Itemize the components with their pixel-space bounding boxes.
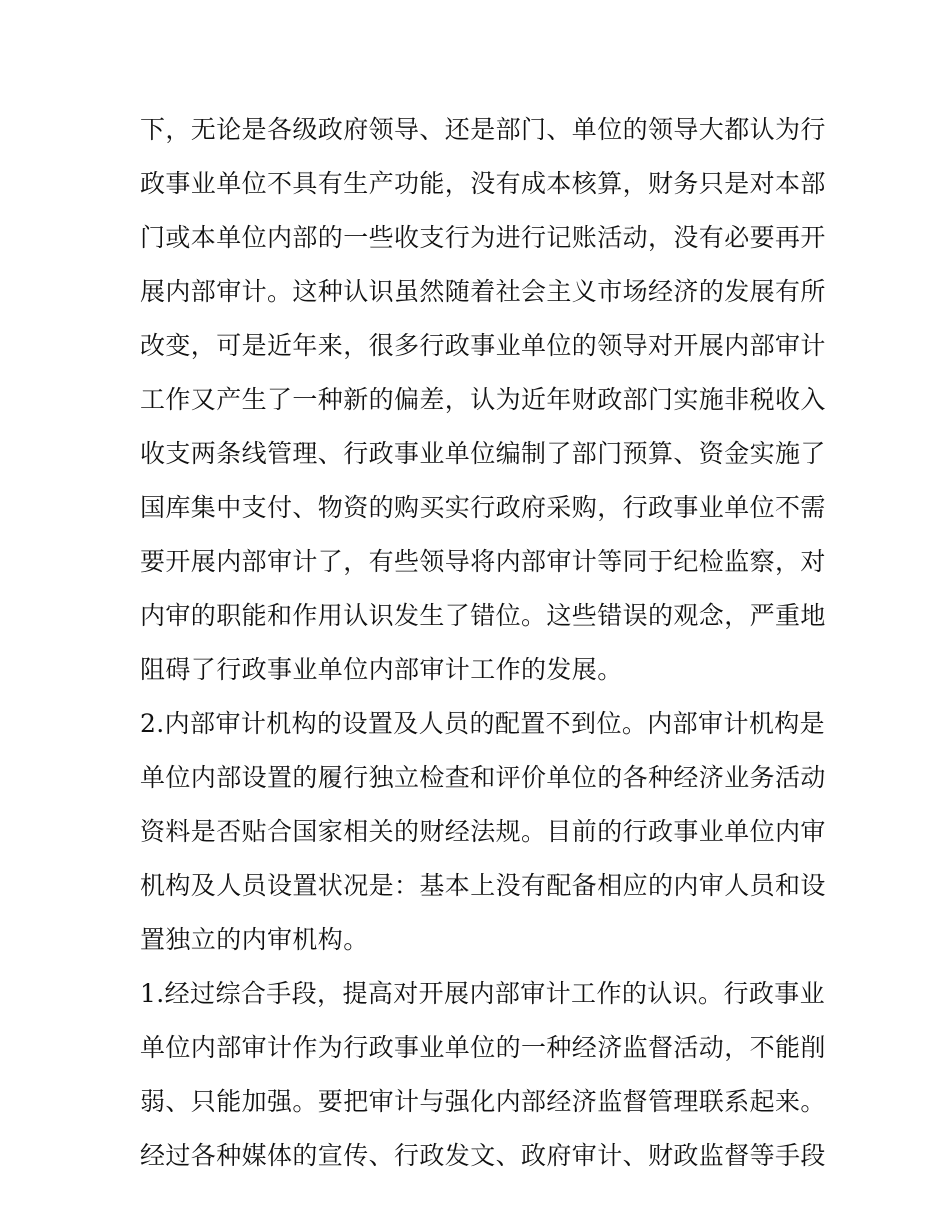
text-line: 资料是否贴合国家相关的财经法规。目前的行政事业单位内审 bbox=[140, 817, 826, 846]
body-text bbox=[140, 103, 840, 1183]
text-line: 阻碍了行政事业单位内部审计工作的发展。 bbox=[140, 655, 623, 684]
text-line: 弱、只能加强。要把审计与强化内部经济监督管理联系起来。 bbox=[140, 1087, 826, 1116]
text-line: 1.经过综合手段，提高对开展内部审计工作的认识。行政事业 bbox=[140, 979, 826, 1008]
text-line: 置独立的内审机构。 bbox=[140, 925, 369, 954]
text-line: 收支两条线管理、行政事业单位编制了部门预算、资金实施了 bbox=[140, 439, 826, 468]
text-line: 下，无论是各级政府领导、还是部门、单位的领导大都认为行 bbox=[140, 115, 826, 144]
text-line: 政事业单位不具有生产功能，没有成本核算，财务只是对本部 bbox=[140, 169, 826, 198]
text-line: 工作又产生了一种新的偏差，认为近年财政部门实施非税收入 bbox=[140, 385, 826, 414]
text-line: 单位内部设置的履行独立检查和评价单位的各种经济业务活动 bbox=[140, 763, 826, 792]
text-line: 单位内部审计作为行政事业单位的一种经济监督活动，不能削 bbox=[140, 1033, 826, 1062]
text-line: 要开展内部审计了，有些领导将内部审计等同于纪检监察，对 bbox=[140, 547, 826, 576]
text-line: 国库集中支付、物资的购买实行政府采购，行政事业单位不需 bbox=[140, 493, 826, 522]
text-line: 内审的职能和作用认识发生了错位。这些错误的观念，严重地 bbox=[140, 601, 826, 630]
text-line: 2.内部审计机构的设置及人员的配置不到位。内部审计机构是 bbox=[140, 709, 826, 738]
text-line: 机构及人员设置状况是：基本上没有配备相应的内审人员和设 bbox=[140, 871, 826, 900]
text-line: 展内部审计。这种认识虽然随着社会主义市场经济的发展有所 bbox=[140, 277, 826, 306]
text-line: 改变，可是近年来，很多行政事业单位的领导对开展内部审计 bbox=[140, 331, 826, 360]
text-line: 门或本单位内部的一些收支行为进行记账活动，没有必要再开 bbox=[140, 223, 826, 252]
text-line: 经过各种媒体的宣传、行政发文、政府审计、财政监督等手段 bbox=[140, 1141, 826, 1170]
